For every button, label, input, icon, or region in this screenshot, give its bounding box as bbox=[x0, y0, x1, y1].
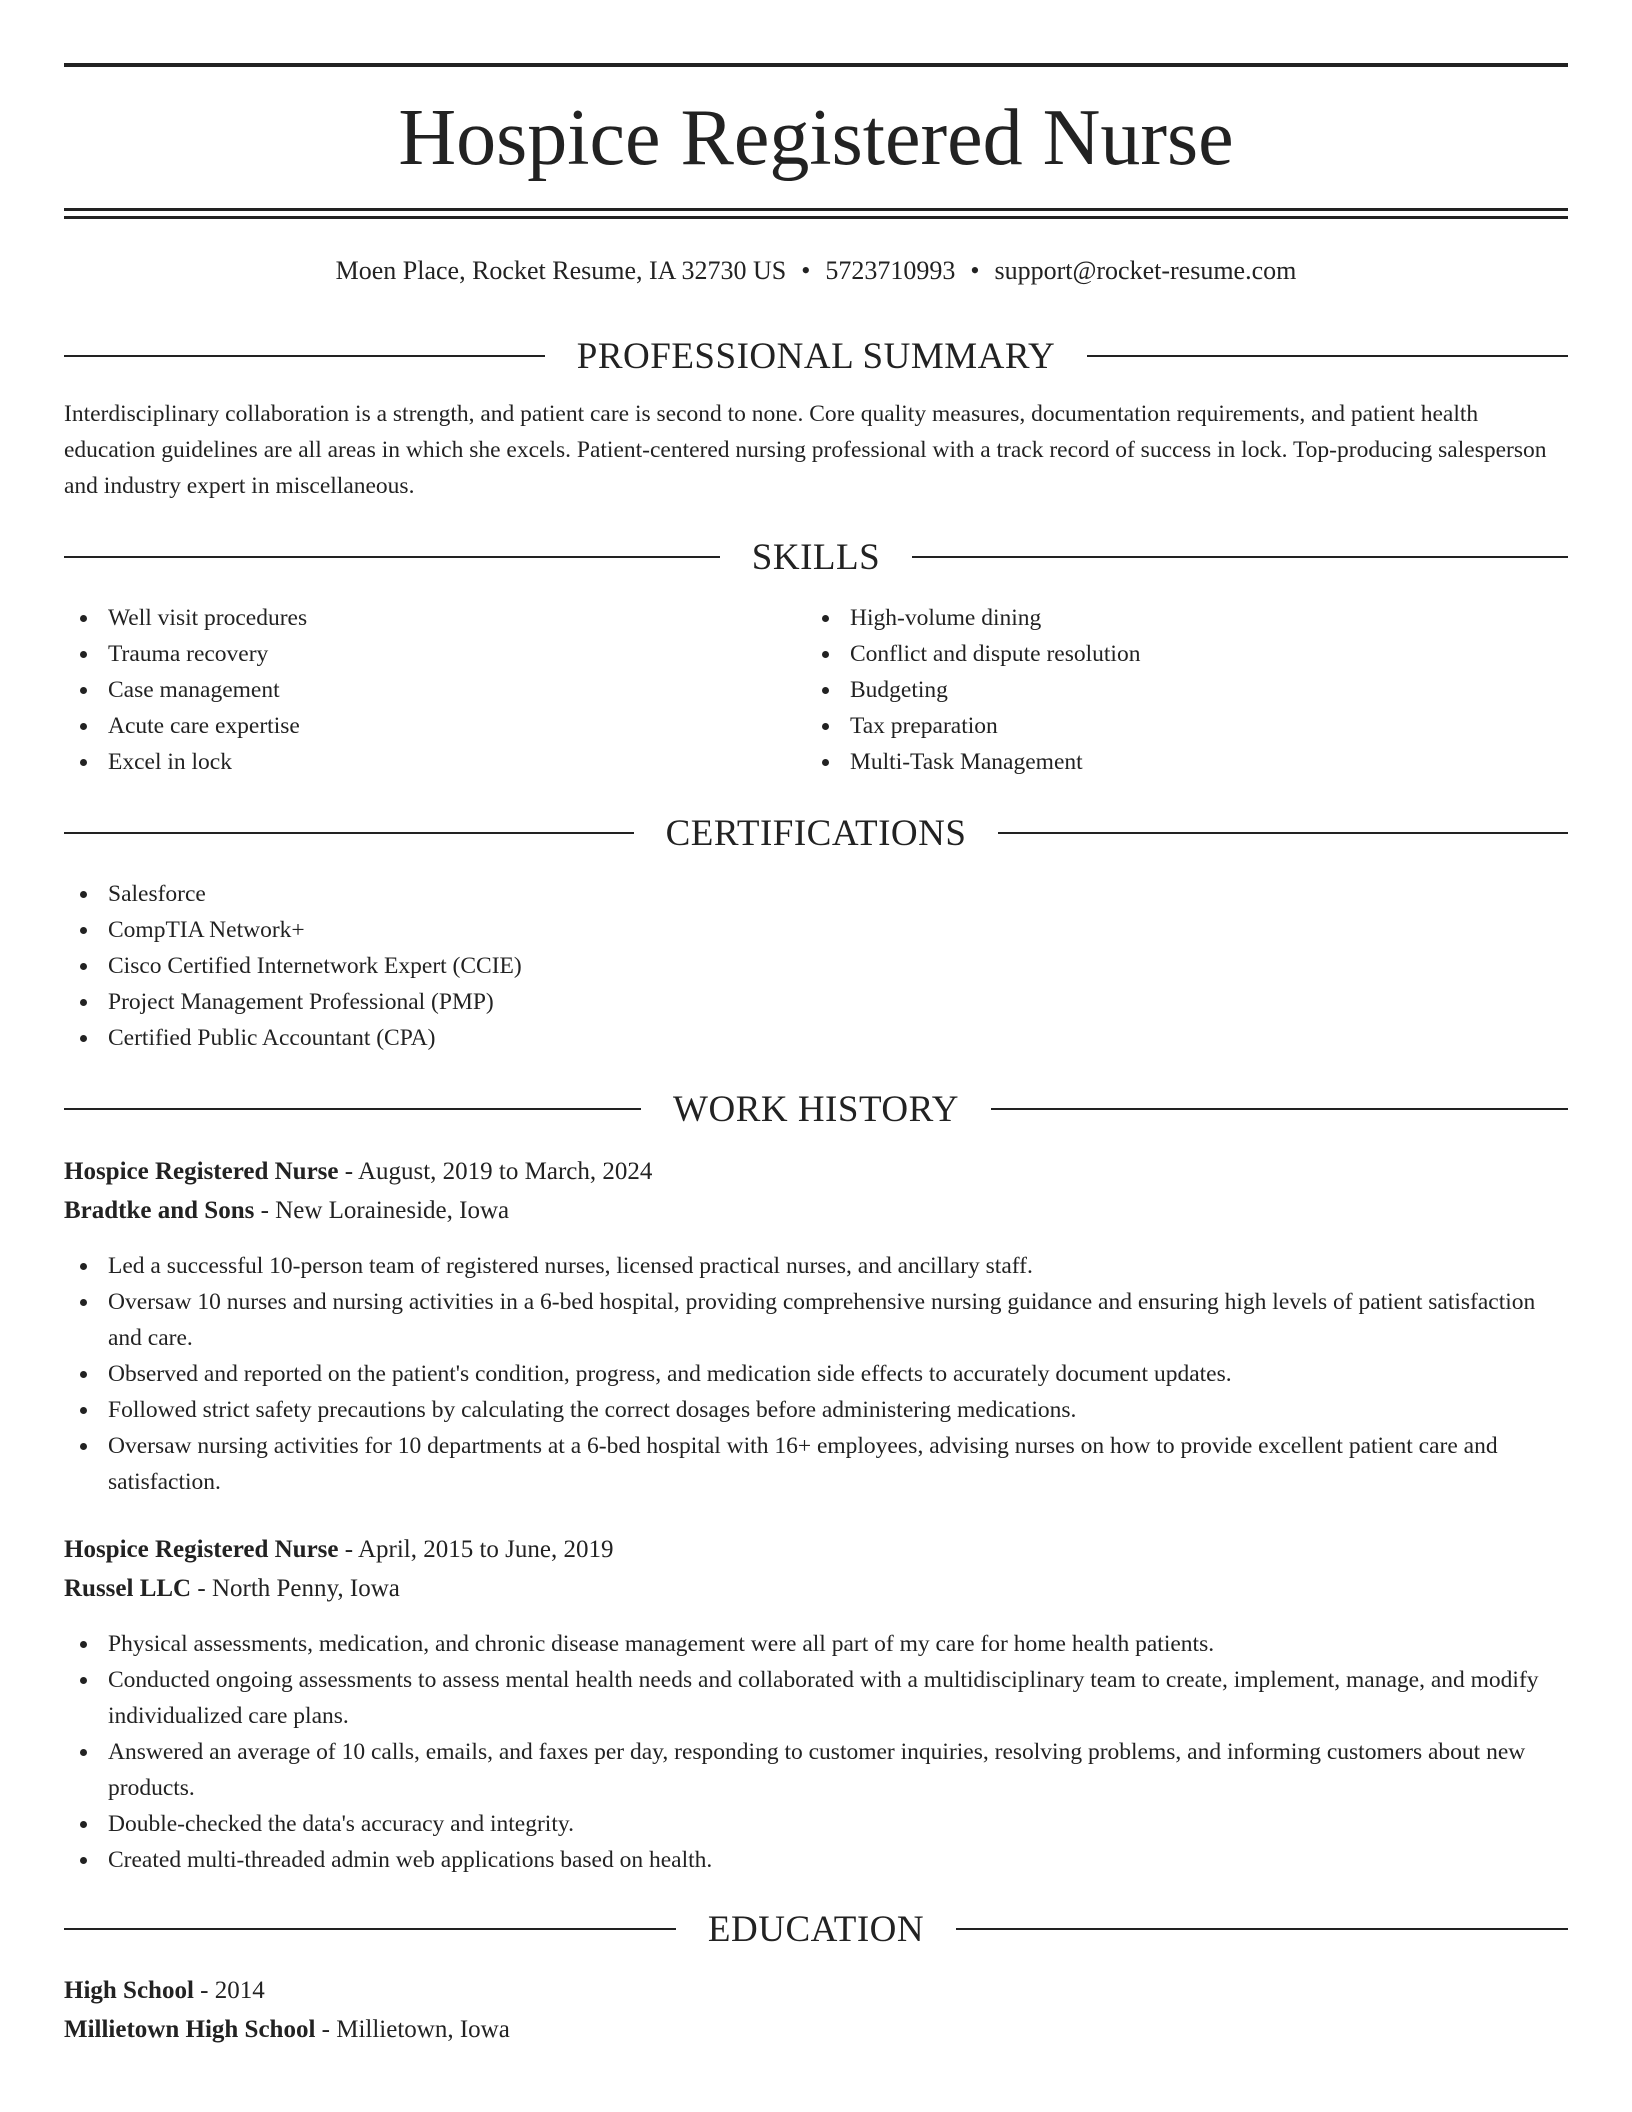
section-heading-work bbox=[64, 1086, 1568, 1132]
job-bullet: Oversaw nursing activities for 10 departments at a 6-bed hospital with 16+ employees, advising nurses on how to provide excellent patient care and satisfaction. bbox=[64, 1428, 1568, 1500]
certification-item: Certified Public Accountant (CPA) bbox=[64, 1020, 1568, 1056]
section-title: CERTIFICATIONS bbox=[665, 812, 967, 854]
education-year: - 2014 bbox=[193, 1977, 265, 2004]
heading-rule-right bbox=[912, 556, 1568, 558]
contact-phone: 5723710993 bbox=[825, 256, 956, 285]
heading-rule-left bbox=[64, 1108, 641, 1110]
job-bullet: Oversaw 10 nurses and nursing activities in a 6-bed hospital, providing comprehensive nursing guidance and ensuring high levels of patient satisfaction and care. bbox=[64, 1284, 1568, 1356]
heading-rule-left bbox=[64, 355, 545, 357]
section-heading-certifications bbox=[64, 810, 1568, 856]
section-title: EDUCATION bbox=[707, 1908, 925, 1950]
skill-item: Conflict and dispute resolution bbox=[806, 636, 1506, 672]
skill-item: Tax preparation bbox=[806, 708, 1506, 744]
heading-rule-right bbox=[956, 1928, 1568, 1930]
education-school-line bbox=[64, 2011, 1568, 2049]
heading-rule-left bbox=[64, 556, 720, 558]
heading-rule-left bbox=[64, 832, 634, 834]
job-dates: - April, 2015 to June, 2019 bbox=[338, 1536, 614, 1563]
job-location: - New Loraineside, Iowa bbox=[254, 1197, 510, 1224]
job-bullets bbox=[64, 1248, 1568, 1500]
education-degree-line bbox=[64, 1972, 1568, 2010]
skill-item: Budgeting bbox=[806, 672, 1506, 708]
skill-item: Excel in lock bbox=[64, 744, 764, 780]
skill-item: Multi-Task Management bbox=[806, 744, 1506, 780]
education-location: - Millietown, Iowa bbox=[315, 2016, 510, 2043]
skills-column-right bbox=[806, 600, 1506, 780]
job-bullets bbox=[64, 1626, 1568, 1878]
job-company: Bradtke and Sons bbox=[64, 1197, 255, 1224]
job-bullet: Led a successful 10-person team of registered nurses, licensed practical nurses, and ancillary staff. bbox=[64, 1248, 1568, 1284]
summary-text: Interdisciplinary collaboration is a strength, and patient care is second to none. Core quality measures, documentation requirements, and patient health education guidelines are all areas in which she excels. Patient-centered nursing professional with a track record of success in lock. Top-producing salesperson and industry expert in miscellaneous. bbox=[64, 401, 1547, 499]
section-heading-education bbox=[64, 1906, 1568, 1952]
skill-item: Trauma recovery bbox=[64, 636, 764, 672]
job-bullet: Followed strict safety precautions by calculating the correct dosages before administering medications. bbox=[64, 1392, 1568, 1428]
education-school: Millietown High School bbox=[64, 2016, 316, 2043]
job-bullet: Answered an average of 10 calls, emails, and faxes per day, responding to customer inquiries, resolving problems, and informing customers about new products. bbox=[64, 1734, 1568, 1806]
heading-rule-right bbox=[991, 1108, 1568, 1110]
job-title-line bbox=[64, 1531, 1568, 1569]
section-heading-skills bbox=[64, 534, 1568, 580]
section-title: SKILLS bbox=[751, 536, 881, 578]
certification-item: CompTIA Network+ bbox=[64, 912, 1568, 948]
contact-line bbox=[64, 254, 1568, 288]
job-bullet: Conducted ongoing assessments to assess mental health needs and collaborated with a multidisciplinary team to create, implement, manage, and modify individualized care plans. bbox=[64, 1662, 1568, 1734]
job-bullet: Observed and reported on the patient's condition, progress, and medication side effects to accurately document updates. bbox=[64, 1356, 1568, 1392]
job-bullet: Created multi-threaded admin web applications based on health. bbox=[64, 1842, 1568, 1878]
resume-title: Hospice Registered Nurse bbox=[398, 94, 1234, 182]
job-bullet: Double-checked the data's accuracy and integrity. bbox=[64, 1806, 1568, 1842]
contact-email: support@rocket-resume.com bbox=[994, 256, 1297, 285]
heading-rule-right bbox=[998, 832, 1568, 834]
skills-column-left bbox=[64, 600, 764, 780]
job-title-line bbox=[64, 1153, 1568, 1191]
skill-item: Case management bbox=[64, 672, 764, 708]
job-title: Hospice Registered Nurse bbox=[64, 1158, 339, 1185]
certifications-list bbox=[64, 876, 1568, 1056]
job-bullet: Physical assessments, medication, and chronic disease management were all part of my care for home health patients. bbox=[64, 1626, 1568, 1662]
header-divider-upper bbox=[64, 208, 1568, 211]
skill-item: High-volume dining bbox=[806, 600, 1506, 636]
certification-item: Salesforce bbox=[64, 876, 1568, 912]
certification-item: Project Management Professional (PMP) bbox=[64, 984, 1568, 1020]
section-title: PROFESSIONAL SUMMARY bbox=[576, 335, 1056, 377]
skill-item: Acute care expertise bbox=[64, 708, 764, 744]
section-heading-summary bbox=[64, 333, 1568, 379]
skill-item: Well visit procedures bbox=[64, 600, 764, 636]
heading-rule-left bbox=[64, 1928, 676, 1930]
contact-separator: • bbox=[801, 256, 811, 285]
certification-item: Cisco Certified Internetwork Expert (CCIE) bbox=[64, 948, 1568, 984]
job-company-line bbox=[64, 1192, 1568, 1230]
heading-rule-right bbox=[1087, 355, 1568, 357]
header-divider-lower bbox=[64, 216, 1568, 219]
job-location: - North Penny, Iowa bbox=[191, 1575, 400, 1602]
education-degree: High School bbox=[64, 1977, 194, 2004]
top-divider bbox=[64, 63, 1568, 67]
contact-separator: • bbox=[970, 256, 980, 285]
job-company: Russel LLC bbox=[64, 1575, 192, 1602]
job-title: Hospice Registered Nurse bbox=[64, 1536, 339, 1563]
job-company-line bbox=[64, 1570, 1568, 1608]
section-title: WORK HISTORY bbox=[673, 1088, 959, 1130]
contact-address: Moen Place, Rocket Resume, IA 32730 US bbox=[335, 256, 787, 285]
job-dates: - August, 2019 to March, 2024 bbox=[338, 1158, 653, 1185]
